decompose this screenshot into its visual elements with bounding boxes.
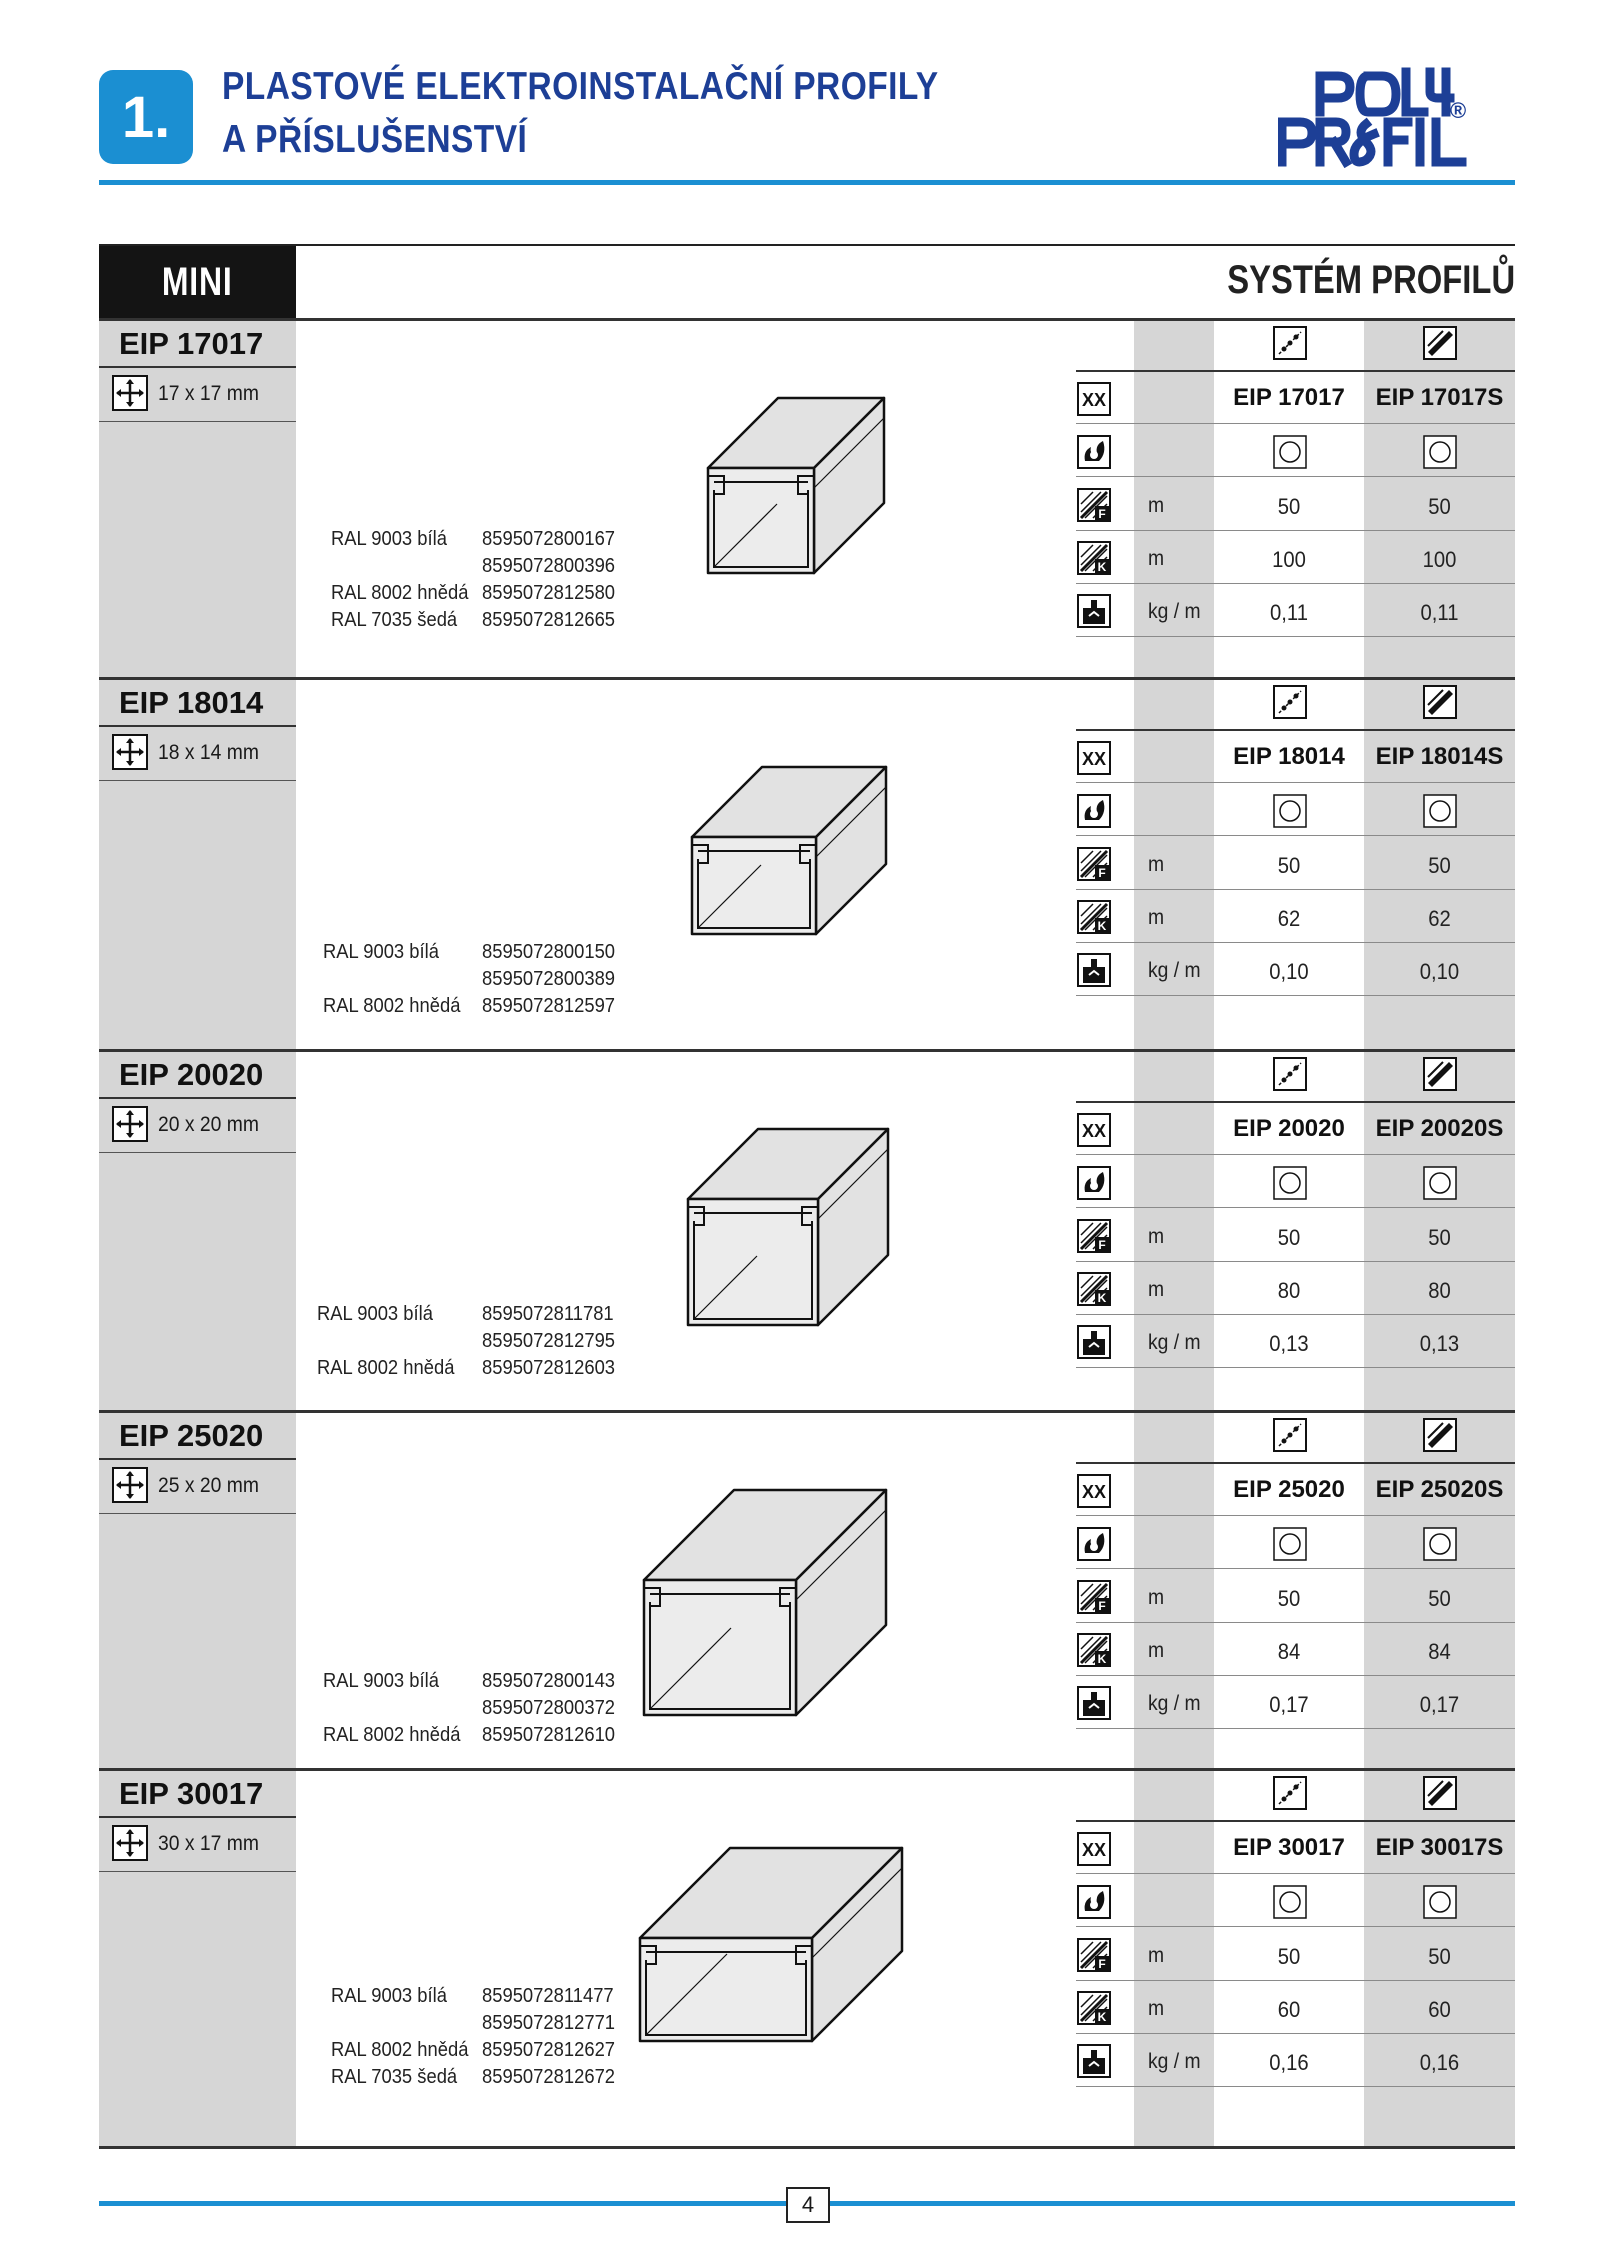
value-cell: 80 (1428, 1278, 1451, 1303)
xx-code-icon (1077, 1474, 1111, 1508)
value-cell: 0,11 (1270, 600, 1308, 625)
table-rule (1076, 729, 1515, 731)
ral-color: RAL 9003 bílá (323, 1670, 439, 1692)
variant-code: EIP 20020 (1233, 1115, 1345, 1142)
divider (99, 780, 296, 781)
svg-text:K: K (1097, 560, 1107, 574)
flame-retardant-icon (1077, 1527, 1111, 1561)
value-cell: 84 (1277, 1639, 1301, 1664)
svg-text:K: K (1097, 919, 1107, 933)
value-cell: 50 (1428, 1944, 1451, 1969)
value-cell: 50 (1428, 853, 1451, 878)
solid-profile-icon (1423, 326, 1457, 360)
variant-code: EIP 18014S (1375, 743, 1504, 770)
box-length-icon (1077, 541, 1111, 575)
value-cell: 50 (1277, 1225, 1301, 1250)
table-rule (1076, 1568, 1515, 1569)
value-cell: 50 (1277, 853, 1301, 878)
chapter-badge: 1. (99, 70, 193, 164)
perforated-profile-icon (1273, 1057, 1307, 1091)
circle-marker-icon (1273, 794, 1307, 828)
perforated-profile-icon (1273, 326, 1307, 360)
cable-duct-drawing (668, 1119, 928, 1379)
ral-color: RAL 8002 hnědá (331, 2039, 469, 2061)
divider (99, 1513, 296, 1514)
move-arrows-icon (112, 1467, 148, 1503)
ean-code: 8595072812771 (482, 2012, 616, 2034)
variant-code: EIP 25020 (1233, 1476, 1345, 1503)
table-rule (1076, 530, 1515, 531)
table-rule (1076, 2033, 1515, 2034)
ral-color: RAL 9003 bílá (317, 1303, 433, 1325)
ean-code: 8595072811781 (482, 1303, 614, 1325)
table-rule (1076, 1728, 1515, 1729)
table-rule (1076, 1515, 1515, 1516)
value-cell: 100 (1272, 547, 1306, 572)
value-cell: 62 (1428, 906, 1451, 931)
product-name: EIP 18014 (119, 685, 264, 720)
package-length-icon (1077, 847, 1111, 881)
unit-label: kg / m (1148, 1692, 1201, 1715)
section-rule (99, 1768, 1515, 1771)
flame-retardant-icon (1077, 1885, 1111, 1919)
table-rule (1076, 782, 1515, 783)
variant-code: EIP 25020S (1375, 1476, 1504, 1503)
circle-marker-icon (1423, 1527, 1457, 1561)
circle-marker-icon (1273, 1885, 1307, 1919)
divider (99, 421, 296, 422)
table-rule (1076, 1261, 1515, 1262)
xx-code-icon (1077, 741, 1111, 775)
weight-icon (1077, 1686, 1111, 1720)
unit-label: m (1148, 1944, 1165, 1967)
ean-code: 8595072812610 (482, 1724, 616, 1746)
xx-code-icon (1077, 1113, 1111, 1147)
ean-code: 8595072812597 (482, 995, 616, 1017)
table-rule (1076, 1462, 1515, 1464)
circle-marker-icon (1423, 794, 1457, 828)
value-cell: 0,17 (1419, 1692, 1460, 1717)
table-rule (1076, 1101, 1515, 1103)
svg-text:XX: XX (1081, 1482, 1107, 1502)
value-cell: 0,10 (1419, 959, 1460, 984)
system-title: SYSTÉM PROFILŮ (1227, 258, 1515, 302)
value-cell: 0,11 (1420, 600, 1459, 625)
table-rule (1076, 370, 1515, 372)
solid-profile-icon (1423, 1057, 1457, 1091)
section-rule (99, 318, 1515, 321)
cable-duct-drawing (688, 388, 948, 648)
unit-label: m (1148, 547, 1165, 570)
table-rule (1076, 1154, 1515, 1155)
variant-code: EIP 30017 (1233, 1834, 1345, 1861)
ral-color: RAL 7035 šedá (331, 609, 458, 631)
svg-text:XX: XX (1081, 1840, 1107, 1860)
flame-retardant-icon (1077, 794, 1111, 828)
ean-code: 8595072812795 (482, 1330, 616, 1352)
value-cell: 50 (1428, 494, 1451, 519)
ral-color: RAL 8002 hnědá (323, 1724, 461, 1746)
header-rule (99, 180, 1515, 185)
table-rule (1076, 889, 1515, 890)
ean-code: 8595072800143 (482, 1670, 616, 1692)
cable-duct-drawing (672, 757, 932, 1017)
profile-size: 20 x 20 mm (158, 1113, 259, 1136)
value-cell: 0,17 (1269, 1692, 1309, 1717)
unit-label: kg / m (1148, 959, 1201, 982)
circle-marker-icon (1273, 1166, 1307, 1200)
ean-code: 8595072812665 (482, 609, 616, 631)
ean-code: 8595072812627 (482, 2039, 616, 2061)
flame-retardant-icon (1077, 1166, 1111, 1200)
ral-color: RAL 7035 šedá (331, 2066, 458, 2088)
value-cell: 0,16 (1419, 2050, 1460, 2075)
polyprofil-logo (1278, 62, 1518, 172)
category-label: MINI (99, 246, 296, 318)
table-rule (1076, 995, 1515, 996)
ral-color: RAL 9003 bílá (323, 941, 439, 963)
divider (99, 1816, 296, 1818)
unit-grey-column (1134, 318, 1214, 2146)
variant-code: EIP 20020S (1375, 1115, 1504, 1142)
table-rule (1076, 1314, 1515, 1315)
value-cell: 50 (1277, 1944, 1301, 1969)
solid-profile-icon (1423, 1418, 1457, 1452)
perforated-profile-icon (1273, 1776, 1307, 1810)
move-arrows-icon (112, 734, 148, 770)
svg-text:F: F (1098, 507, 1106, 521)
profile-size: 30 x 17 mm (158, 1832, 259, 1855)
variant-code: EIP 17017 (1233, 384, 1345, 411)
divider (99, 1871, 296, 1872)
ral-color: RAL 8002 hnědá (323, 995, 461, 1017)
unit-label: kg / m (1148, 1331, 1201, 1354)
package-length-icon (1077, 488, 1111, 522)
package-length-icon (1077, 1219, 1111, 1253)
svg-text:F: F (1098, 1238, 1106, 1252)
ral-color: RAL 8002 hnědá (331, 582, 469, 604)
table-rule (1076, 583, 1515, 584)
cable-duct-drawing (620, 1838, 880, 2098)
table-rule (1076, 835, 1515, 836)
product-name: EIP 17017 (119, 326, 264, 361)
move-arrows-icon (112, 375, 148, 411)
table-rule (1076, 1926, 1515, 1927)
xx-code-icon (1077, 382, 1111, 416)
section-rule (99, 1049, 1515, 1052)
circle-marker-icon (1423, 1885, 1457, 1919)
table-rule (1076, 942, 1515, 943)
variant-code: EIP 17017S (1375, 384, 1504, 411)
table-rule (1076, 636, 1515, 637)
table-rule (1076, 1820, 1515, 1822)
value-cell: 0,13 (1269, 1331, 1309, 1356)
table-rule (1076, 2086, 1515, 2087)
value-cell: 0,13 (1419, 1331, 1460, 1356)
divider (99, 1458, 296, 1460)
ean-code: 8595072800396 (482, 555, 616, 577)
value-cell: 0,10 (1269, 959, 1309, 984)
page-title-line-2: A PŘÍSLUŠENSTVÍ (222, 118, 528, 161)
unit-label: kg / m (1148, 600, 1201, 623)
svg-text:K: K (1097, 1652, 1107, 1666)
divider (99, 366, 296, 368)
table-rule (1076, 476, 1515, 477)
profile-size: 18 x 14 mm (158, 741, 259, 764)
table-rule (1076, 1675, 1515, 1676)
section-rule (99, 1410, 1515, 1413)
unit-label: m (1148, 494, 1165, 517)
table-rule (1076, 1207, 1515, 1208)
table-rule (1076, 1367, 1515, 1368)
value-cell: 0,16 (1269, 2050, 1309, 2075)
variant-code: EIP 18014 (1233, 743, 1345, 770)
table-bottom-rule (99, 2146, 1515, 2149)
unit-label: kg / m (1148, 2050, 1201, 2073)
svg-text:F: F (1098, 1957, 1106, 1971)
value-cell: 100 (1422, 547, 1457, 572)
table-rule (1076, 1873, 1515, 1874)
logo-mark: ® (1450, 98, 1467, 123)
ral-color: RAL 8002 hnědá (317, 1357, 455, 1379)
ean-code: 8595072811477 (482, 1985, 614, 2007)
divider (99, 725, 296, 727)
value-cell: 50 (1277, 494, 1301, 519)
ean-code: 8595072800389 (482, 968, 616, 990)
weight-icon (1077, 953, 1111, 987)
unit-label: m (1148, 853, 1165, 876)
divider (99, 1152, 296, 1153)
cable-duct-drawing (624, 1480, 884, 1740)
product-name: EIP 30017 (119, 1776, 264, 1811)
package-length-icon (1077, 1580, 1111, 1614)
circle-marker-icon (1423, 1166, 1457, 1200)
xx-code-icon (1077, 1832, 1111, 1866)
box-length-icon (1077, 900, 1111, 934)
value-cell: 60 (1277, 1997, 1301, 2022)
value-cell: 60 (1428, 1997, 1451, 2022)
solid-profile-icon (1423, 1776, 1457, 1810)
svg-text:XX: XX (1081, 1121, 1107, 1141)
box-length-icon (1077, 1991, 1111, 2025)
divider (99, 1097, 296, 1099)
ean-code: 8595072812580 (482, 582, 616, 604)
circle-marker-icon (1423, 435, 1457, 469)
page-number: 4 (786, 2187, 830, 2223)
unit-label: m (1148, 1586, 1165, 1609)
move-arrows-icon (112, 1825, 148, 1861)
svg-text:XX: XX (1081, 749, 1107, 769)
page-title-line-1: PLASTOVÉ ELEKTROINSTALAČNÍ PROFILY (222, 65, 939, 108)
unit-label: m (1148, 1278, 1165, 1301)
ral-color: RAL 9003 bílá (331, 528, 447, 550)
table-rule (1076, 1980, 1515, 1981)
solid-profile-icon (1423, 685, 1457, 719)
ean-code: 8595072800167 (482, 528, 616, 550)
svg-text:F: F (1098, 866, 1106, 880)
ean-code: 8595072800150 (482, 941, 616, 963)
svg-text:F: F (1098, 1599, 1106, 1613)
circle-marker-icon (1273, 1527, 1307, 1561)
svg-text:K: K (1097, 1291, 1107, 1305)
flame-retardant-icon (1077, 435, 1111, 469)
category-top-rule (99, 244, 1515, 246)
unit-label: m (1148, 906, 1165, 929)
perforated-profile-icon (1273, 1418, 1307, 1452)
product-name: EIP 25020 (119, 1418, 264, 1453)
value-cell: 62 (1277, 906, 1301, 931)
weight-icon (1077, 2044, 1111, 2078)
move-arrows-icon (112, 1106, 148, 1142)
perforated-profile-icon (1273, 685, 1307, 719)
section-rule (99, 677, 1515, 680)
value-cell: 80 (1277, 1278, 1301, 1303)
box-length-icon (1077, 1272, 1111, 1306)
circle-marker-icon (1273, 435, 1307, 469)
unit-label: m (1148, 1225, 1165, 1248)
package-length-icon (1077, 1938, 1111, 1972)
product-name: EIP 20020 (119, 1057, 264, 1092)
ral-color: RAL 9003 bílá (331, 1985, 447, 2007)
profile-size: 25 x 20 mm (158, 1474, 259, 1497)
table-rule (1076, 1622, 1515, 1623)
svg-text:K: K (1097, 2010, 1107, 2024)
ean-code: 8595072812603 (482, 1357, 616, 1379)
value-cell: 50 (1428, 1225, 1451, 1250)
unit-label: m (1148, 1639, 1165, 1662)
ean-code: 8595072800372 (482, 1697, 616, 1719)
profile-size: 17 x 17 mm (158, 382, 259, 405)
weight-icon (1077, 1325, 1111, 1359)
value-cell: 84 (1428, 1639, 1451, 1664)
unit-label: m (1148, 1997, 1165, 2020)
ean-code: 8595072812672 (482, 2066, 616, 2088)
box-length-icon (1077, 1633, 1111, 1667)
variant-code: EIP 30017S (1375, 1834, 1504, 1861)
value-cell: 50 (1428, 1586, 1451, 1611)
value-cell: 50 (1277, 1586, 1301, 1611)
svg-text:XX: XX (1081, 390, 1107, 410)
table-rule (1076, 423, 1515, 424)
weight-icon (1077, 594, 1111, 628)
